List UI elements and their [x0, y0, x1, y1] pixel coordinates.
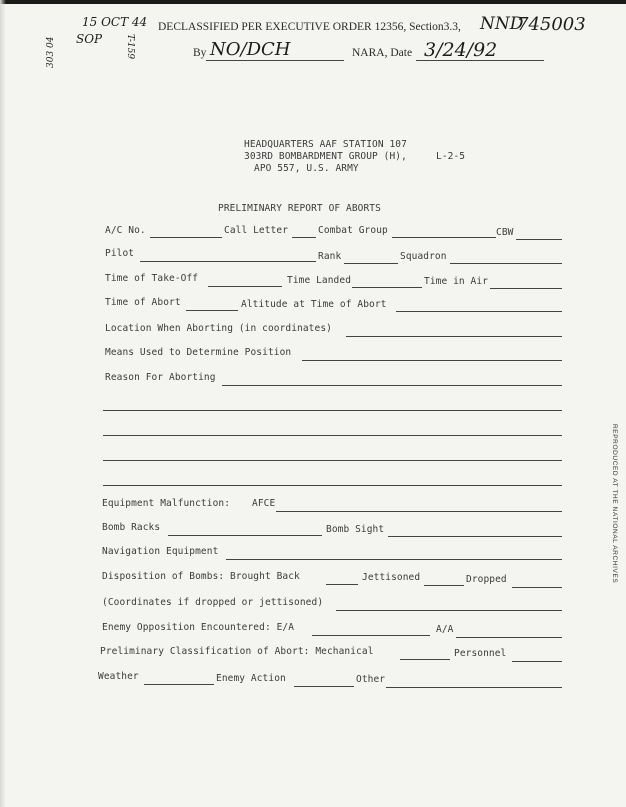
handwritten-ref-number: T-159 — [125, 34, 135, 60]
cbw-field — [516, 239, 562, 240]
reason-field-1 — [222, 385, 562, 386]
takeoff-label: Time of Take-Off — [105, 273, 199, 284]
handwritten-sop: SOP — [76, 32, 103, 46]
call-letter-label: Call Letter — [224, 225, 289, 236]
squadron-label: Squadron — [400, 251, 447, 262]
form-title: PRELIMINARY REPORT OF ABORTS — [218, 203, 381, 214]
aa-field — [456, 637, 562, 638]
aa-label: A/A — [436, 624, 454, 635]
mechanical-field — [400, 659, 450, 660]
ea-field — [312, 635, 430, 636]
altitude-field — [396, 311, 562, 312]
in-air-label: Time in Air — [424, 276, 489, 287]
bomb-racks-label: Bomb Racks — [102, 522, 161, 533]
handwritten-file-number: 303 04 — [46, 36, 56, 68]
jettisoned-field — [424, 585, 464, 586]
header-group: 303RD BOMBARDMENT GROUP (H), — [244, 151, 407, 162]
personnel-label: Personnel — [454, 648, 507, 659]
equipment-label: Equipment Malfunction: — [102, 498, 231, 509]
header-apo: APO 557, U.S. ARMY — [254, 163, 359, 174]
rank-field — [344, 263, 398, 264]
disposition-label: Disposition of Bombs: Brought Back — [102, 571, 300, 582]
altitude-label: Altitude at Time of Abort — [241, 299, 387, 310]
afce-field — [276, 511, 562, 512]
takeoff-field — [208, 286, 282, 287]
abort-time-label: Time of Abort — [105, 297, 181, 308]
weather-field — [144, 684, 214, 685]
pilot-field — [140, 261, 316, 262]
ac-no-field — [150, 237, 222, 238]
nara-date-label: NARA, Date — [352, 47, 413, 59]
by-underline — [206, 60, 344, 61]
coordinates-field — [336, 610, 562, 611]
squadron-field — [450, 263, 562, 264]
in-air-field — [490, 288, 562, 289]
header-station: HEADQUARTERS AAF STATION 107 — [244, 139, 407, 150]
call-letter-field — [292, 237, 316, 238]
other-field — [386, 687, 562, 688]
landed-field — [352, 287, 422, 288]
combat-group-label: Combat Group — [318, 225, 388, 236]
jettisoned-label: Jettisoned — [362, 572, 421, 583]
coordinates-label: (Coordinates if dropped or jettisoned) — [102, 597, 324, 608]
means-label: Means Used to Determine Position — [105, 347, 292, 358]
ac-no-label: A/C No. — [105, 225, 146, 236]
dropped-label: Dropped — [466, 574, 507, 585]
dropped-field — [512, 587, 562, 588]
weather-label: Weather — [98, 671, 139, 682]
reason-label: Reason For Aborting — [105, 372, 216, 383]
declassification-line: DECLASSIFIED PER EXECUTIVE ORDER 12356, Section3.3, — [158, 21, 461, 33]
nnd-label: NND — [480, 14, 524, 34]
combat-group-field — [392, 237, 496, 238]
location-field — [346, 336, 562, 337]
rank-label: Rank — [318, 251, 342, 262]
by-value: NO/DCH — [210, 39, 291, 60]
enemy-action-label: Enemy Action — [216, 673, 286, 684]
pilot-label: Pilot — [105, 248, 135, 259]
abort-time-field — [186, 310, 238, 311]
reason-field-5 — [103, 485, 562, 486]
reason-field-4 — [103, 460, 562, 461]
afce-label: AFCE — [252, 498, 276, 509]
navigation-label: Navigation Equipment — [102, 546, 219, 557]
enemy-action-field — [294, 686, 354, 687]
by-label: By — [193, 47, 207, 59]
landed-label: Time Landed — [287, 275, 352, 286]
reason-field-2 — [103, 410, 562, 411]
bomb-racks-field — [168, 535, 322, 536]
nara-date-underline — [416, 60, 544, 61]
personnel-field — [512, 661, 562, 662]
other-label: Other — [356, 674, 386, 685]
cbw-label: CBW — [496, 227, 514, 238]
handwritten-date: 15 OCT 44 — [82, 15, 148, 29]
national-archives-stamp: REPRODUCED AT THE NATIONAL ARCHIVES — [611, 424, 618, 584]
header-code: L-2-5 — [436, 151, 466, 162]
scan-left-edge — [0, 0, 6, 807]
classification-label: Preliminary Classification of Abort: Mechanical — [100, 646, 374, 657]
bomb-sight-field — [388, 536, 562, 537]
nara-date-value: 3/24/92 — [424, 39, 498, 61]
location-label: Location When Aborting (in coordinates) — [105, 323, 332, 334]
scan-top-edge — [0, 0, 626, 4]
means-field — [302, 360, 562, 361]
nnd-number: 745003 — [517, 14, 586, 35]
enemy-opposition-label: Enemy Opposition Encountered: E/A — [102, 622, 295, 633]
navigation-field — [226, 559, 562, 560]
reason-field-3 — [103, 435, 562, 436]
brought-back-field — [326, 584, 358, 585]
bomb-sight-label: Bomb Sight — [326, 524, 385, 535]
